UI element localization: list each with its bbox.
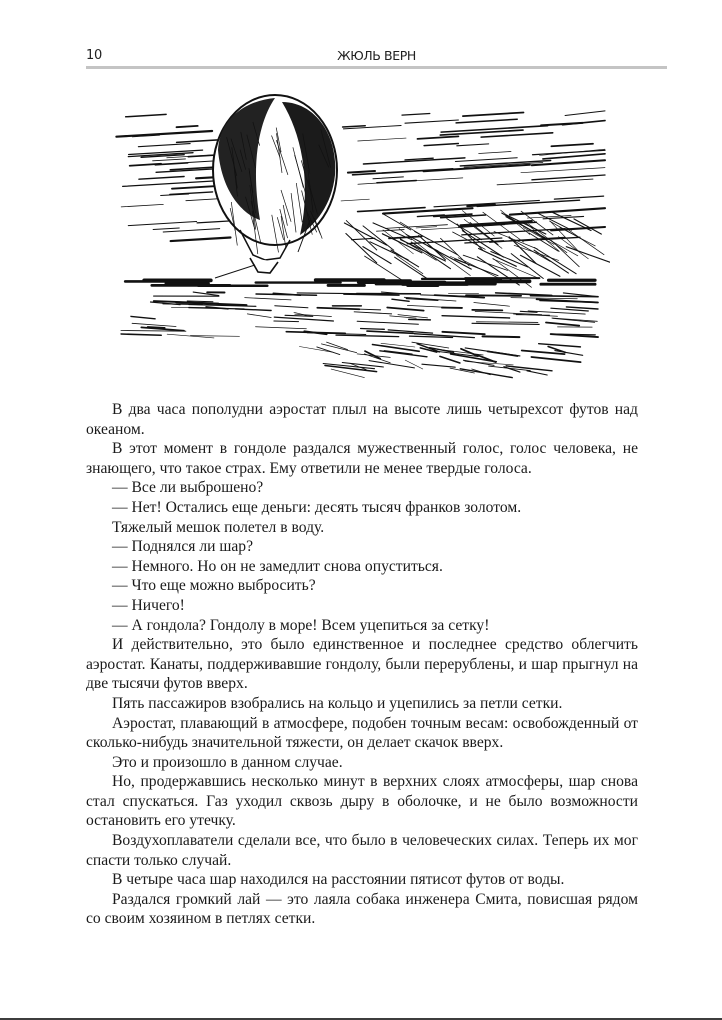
paragraph: В два часа пополудни аэростат плыл на высоте лишь четырехсот футов над океаном.: [86, 401, 638, 438]
paragraph: Тяжелый мешок полетел в воду.: [112, 518, 325, 536]
paragraph: В четыре часа шар находился на расстоянии пятисот футов от воды.: [112, 871, 565, 889]
running-title: ЖЮЛЬ ВЕРН: [337, 48, 416, 63]
header-rule: [86, 66, 667, 69]
balloon: [213, 95, 337, 278]
dialogue-line: — А гондола? Гондолу в море! Всем уцепиться за сетку!: [112, 616, 490, 634]
balloon-illustration: [110, 80, 610, 390]
dialogue-line: — Все ли выброшено?: [112, 479, 264, 497]
paragraph: Но, продержавшись несколько минут в верхних слоях атмосферы, шар снова стал спускаться. Газ уходил сквозь дыру в оболочке, и не было возможности остановить его утечку.: [86, 773, 638, 830]
page-header: [86, 48, 667, 68]
dialogue-line: — Нет! Остались еще деньги: десять тысяч франков золотом.: [112, 498, 522, 516]
paragraph: Воздухоплаватели сделали все, что было в человеческих силах. Теперь их мог спасти только случай.: [86, 832, 638, 869]
paragraph: В этот момент в гондоле раздался мужественный голос, голос человека, не знающего, что такое страх. Ему ответили не менее твердые голоса.: [86, 440, 638, 477]
paragraph: Раздался громкий лай — это лаяла собака инженера Смита, повисшая рядом со своим хозяином в петлях сетки.: [86, 890, 638, 928]
page-number: 10: [86, 48, 102, 63]
dialogue-line: — Ничего!: [112, 596, 185, 614]
dialogue-line: — Немного. Но он не замедлит снова опуститься.: [112, 557, 443, 575]
paragraph: Пять пассажиров взобрались на кольцо и уцепились за петли сетки.: [112, 694, 563, 712]
paragraph: Аэростат, плавающий в атмосфере, подобен точным весам: освобожденный от сколько-нибудь значительной тяжести, он делает скачок вверх.: [86, 714, 638, 752]
body-text: [86, 400, 638, 929]
dialogue-line: — Поднялся ли шар?: [112, 538, 253, 556]
sea-hatching: [121, 278, 598, 378]
paragraph: И действительно, это было единственное и последнее средство облегчить аэростат. Канаты, поддерживавшие гондолу, были перерублены, и шар прыгнул на две тысячи футов вверх.: [86, 636, 638, 693]
paragraph: Это и произошло в данном случае.: [112, 753, 343, 771]
sky-hatching: [116, 111, 610, 287]
dialogue-line: — Что еще можно выбросить?: [112, 577, 316, 595]
